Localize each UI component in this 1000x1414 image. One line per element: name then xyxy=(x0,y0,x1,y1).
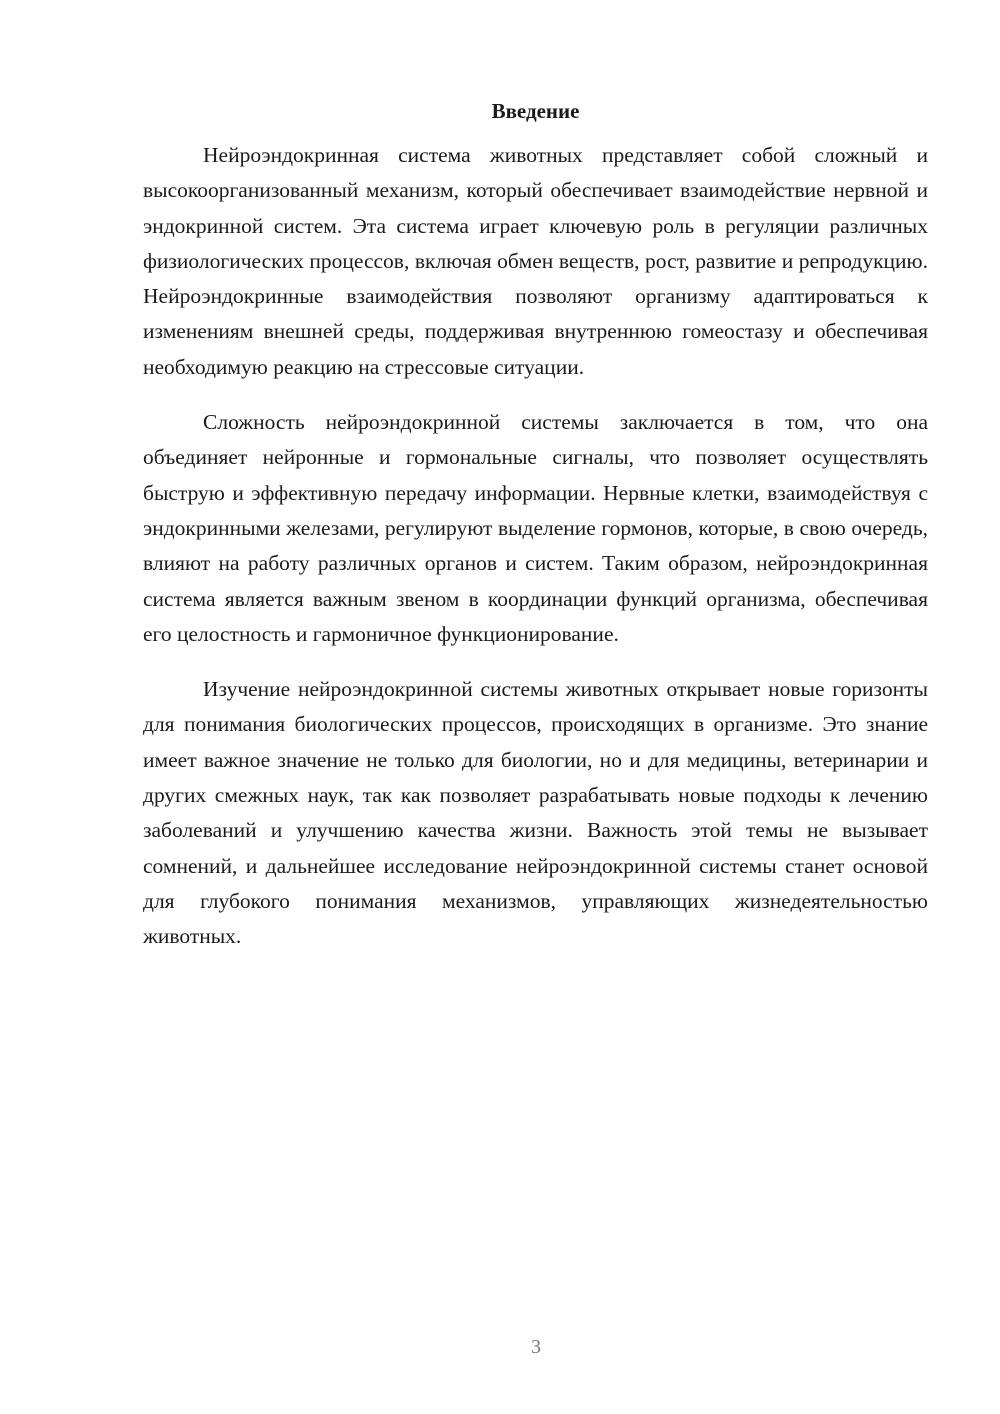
paragraph-1: Нейроэндокринная система животных представляет собой сложный и высокоорганизованный механизм, который обеспечивает взаимодействие нервной и эндокринной систем. Эта система играет ключевую роль в регуляции различных физиологических процессов, включая обмен веществ, рост, развитие и репродукцию. Нейроэндокринные взаимодействия позволяют организму адаптироваться к изменениям внешней среды, поддерживая внутреннюю гомеостазу и обеспечивая необходимую реакцию на стрессовые ситуации. xyxy=(143,143,928,379)
section-heading: Введение xyxy=(491,99,580,123)
page-number: 3 xyxy=(531,1336,541,1358)
paragraph-3: Изучение нейроэндокринной системы животных открывает новые горизонты для понимания биологических процессов, происходящих в организме. Это знание имеет важное значение не только для биологии, но и для медицины, ветеринарии и других смежных наук, так как позволяет разрабатывать новые подходы к лечению заболеваний и улучшению качества жизни. Важность этой темы не вызывает сомнений, и дальнейшее исследование нейроэндокринной системы станет основой для глубокого понимания механизмов, управляющих жизнедеятельностью животных. xyxy=(143,677,928,949)
page-content xyxy=(143,96,928,975)
paragraph-2: Сложность нейроэндокринной системы заключается в том, что она объединяет нейронные и гормональные сигналы, что позволяет осуществлять быструю и эффективную передачу информации. Нервные клетки, взаимодействуя с эндокринными железами, регулируют выделение гормонов, которые, в свою очередь, влияют на работу различных органов и систем. Таким образом, нейроэндокринная система является важным звеном в координации функций организма, обеспечивая его целостность и гармоничное функционирование. xyxy=(143,410,928,646)
